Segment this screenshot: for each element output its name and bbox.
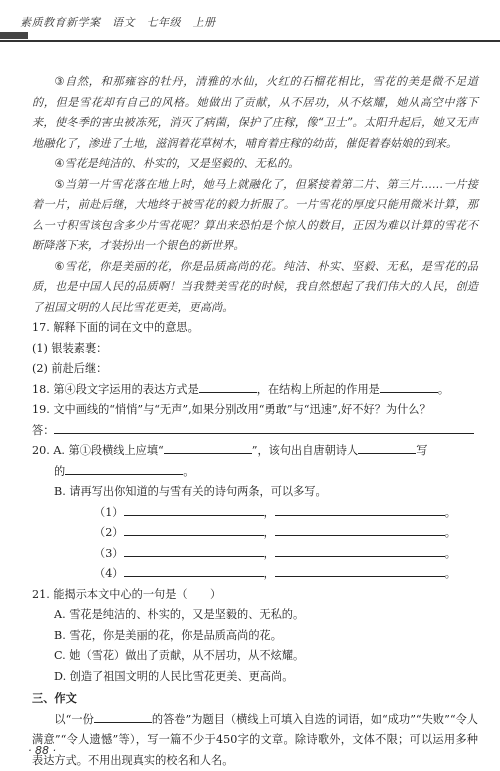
section-heading-composition: 三、作文 (32, 692, 77, 705)
question-19: 19. 文中画线的“悄悄”与“无声”,如果分别改用“勇敢”与“迅速”,好不好？为什么？ (32, 403, 431, 416)
question-19-answer (32, 421, 478, 442)
question-21-option-c[interactable]: C. 她（雪花）做出了贡献，从不居功，从不炫耀。 (54, 649, 305, 662)
poem-row-4: （4） ， 。 (32, 564, 478, 585)
question-17-2: (2) 前赴后继： (32, 362, 108, 375)
answer-label: 答： (32, 423, 55, 437)
answer-blank[interactable] (164, 441, 252, 454)
answer-blank[interactable] (358, 441, 416, 454)
composition-text-a: 以“一份 (54, 712, 94, 726)
passage-paragraph-5: ⑤当第一片雪花落在地上时，她马上就融化了，但紧接着第二片、第三片……一片接着一片，前赴后继，大地终于被雪花的毅力折服了。一片雪花的厚度只能用微米计算，那么一寸积雪该包含多少片雪花呢？算出来恐怕是个惊人的数目，正因为难以计算的雪花不断降落下来，才装扮出一个银色的新世界。 (32, 177, 478, 252)
question-17: 17. 解释下面的词在文中的意思。 (32, 321, 199, 334)
question-17-1: (1) 银装素裹： (32, 341, 108, 355)
header-notch (0, 32, 28, 39)
answer-blank[interactable] (275, 544, 445, 557)
question-20a-text-1: 20. A. 第①段横线上应填“ (32, 444, 164, 457)
answer-blank[interactable] (124, 564, 264, 577)
poem-row-label: （1） (94, 505, 124, 519)
poem-row-label: （2） (94, 526, 124, 539)
question-20a-text-2: ”，该句出自唐朝诗人 (251, 444, 359, 457)
question-20a-cont (32, 462, 478, 483)
page-number: · 88 · (28, 744, 56, 757)
question-18 (32, 380, 478, 401)
answer-blank[interactable] (275, 523, 445, 536)
poem-row-3: （3） ， 。 (32, 544, 478, 565)
answer-blank[interactable] (380, 380, 438, 393)
page-content (32, 72, 478, 771)
composition-text-b: 的答卷”为题目（横线上可填入自选的词语，如“成功”“失败”“令人满意”“令人遗憾”等），写一篇不少于450字的文章。除诗歌外，文体不限；可以运用多种表达方式。不用出现真实的校名和人名。 (32, 712, 478, 767)
question-20a-text-5: 。 (183, 464, 195, 478)
answer-line[interactable] (54, 421, 474, 434)
answer-blank[interactable] (124, 544, 264, 557)
answer-blank[interactable] (199, 380, 257, 393)
question-20a-text-4: 的 (54, 464, 66, 478)
question-18-text-c: 。 (437, 382, 450, 396)
header-title: 素质教育新学案 语文 七年级 上册 (20, 16, 216, 29)
answer-blank[interactable] (124, 523, 264, 536)
question-18-text-a: 18. 第④段文字运用的表达方式是 (32, 382, 199, 396)
answer-blank[interactable] (124, 503, 264, 516)
passage-paragraph-4: ④雪花是纯洁的、朴实的，又是坚毅的、无私的。 (54, 157, 300, 170)
poem-row-label: （4） (94, 567, 124, 580)
poem-row-label: （3） (94, 546, 124, 560)
question-21-option-d[interactable]: D. 创造了祖国文明的人民比雪花更美、更高尚。 (54, 669, 294, 683)
answer-blank[interactable] (275, 503, 445, 516)
question-20a-text-3: 写 (416, 444, 428, 457)
answer-blank[interactable] (275, 564, 445, 577)
question-18-text-b: ，在结构上所起的作用是 (256, 382, 380, 396)
answer-blank[interactable] (65, 462, 183, 475)
passage-paragraph-3: ③自然，和那雍容的牡丹，清雅的水仙，火红的石榴花相比，雪花的美是微不足道的，但是雪花却有自己的风格。她做出了贡献，从不居功，从不炫耀，她从高空中落下来，使冬季的害虫被冻死，消灭了病菌，保护了庄稼，像“卫士”。太阳升起后，她又无声地融化了，渗进了土地，滋润着花草树木，哺育着庄稼的幼苗，催促着春姑娘的到来。 (32, 75, 478, 150)
question-21: 21. 能揭示本文中心的一句是（ ） (32, 587, 222, 601)
poem-row-2: （2） ， 。 (32, 523, 478, 544)
question-20b: B. 请再写出你知道的与雪有关的诗句两条，可以多写。 (54, 485, 327, 498)
answer-blank[interactable] (94, 710, 152, 723)
question-21-option-b[interactable]: B. 雪花，你是美丽的花，你是品质高尚的花。 (54, 628, 282, 642)
page-header (0, 0, 500, 42)
poem-row-1: （1） ， 。 (32, 503, 478, 524)
question-21-option-a[interactable]: A. 雪花是纯洁的、朴实的，又是坚毅的、无私的。 (54, 608, 305, 621)
passage-paragraph-6: ⑥雪花，你是美丽的花，你是品质高尚的花。纯洁、朴实、坚毅、无私，是雪花的品质，也是中国人民的品质啊！当我赞美雪花的时候，我自然想起了我们伟大的人民，创造了祖国文明的人民比雪花更美，更高尚。 (32, 259, 478, 314)
question-20a (32, 441, 478, 462)
composition-prompt (32, 710, 478, 771)
